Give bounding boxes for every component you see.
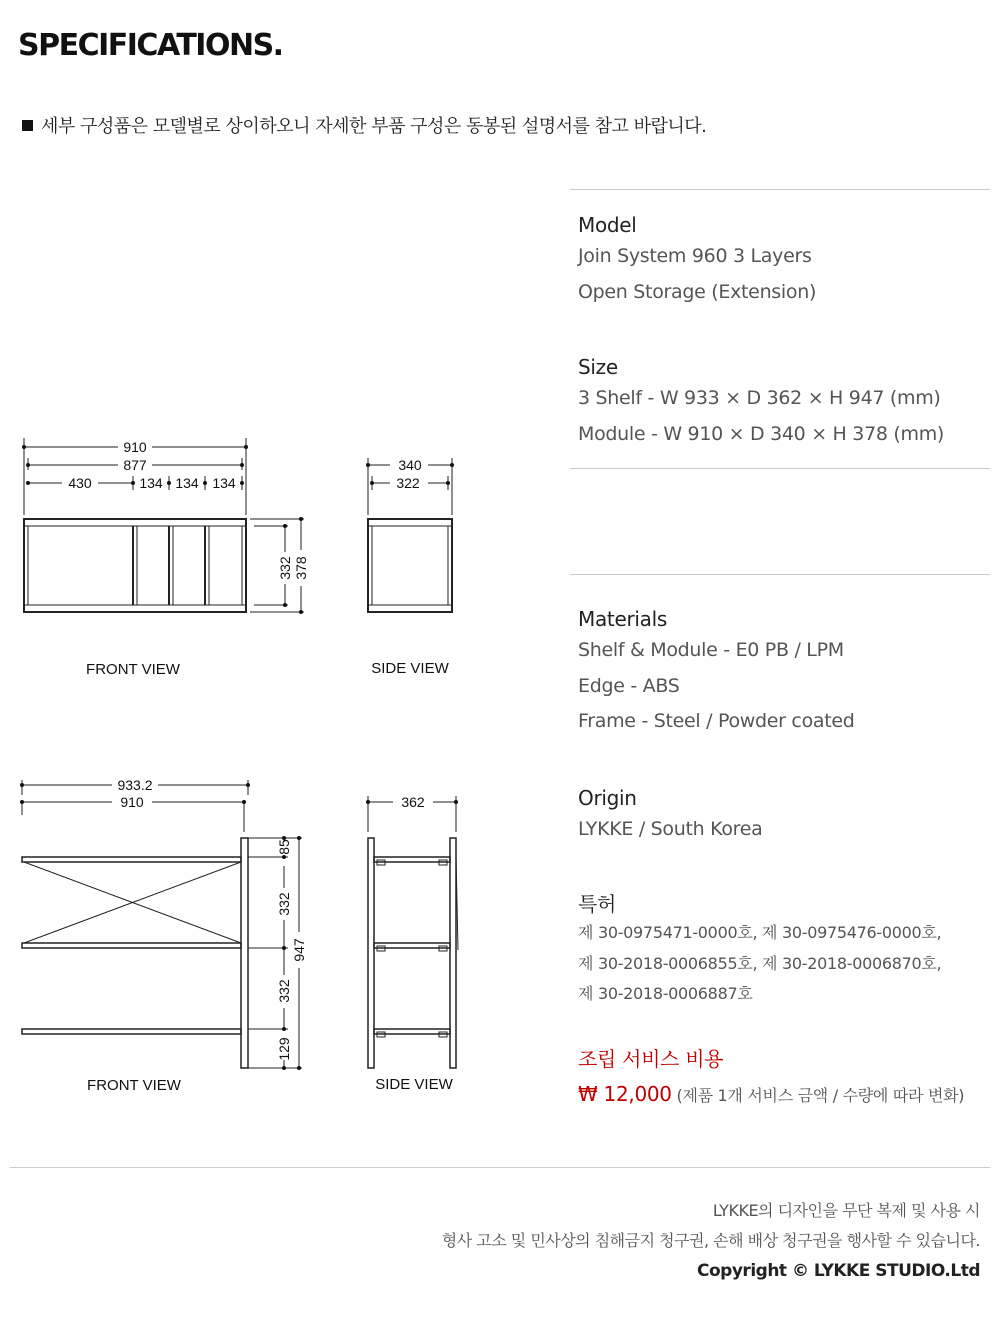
notice xyxy=(22,112,706,138)
footer-line: 형사 고소 및 민사상의 침해금지 청구권, 손해 배상 청구권을 행사할 수 있습니다. xyxy=(441,1231,980,1250)
spec-heading: 특허 xyxy=(578,892,617,916)
spec-heading: Size xyxy=(578,355,618,379)
spec-line: Edge - ABS xyxy=(578,674,680,697)
footer-line: LYKKE의 디자인을 무단 복제 및 사용 시 xyxy=(712,1201,980,1220)
shelf-side-caption: SIDE VIEW xyxy=(375,1076,453,1093)
dim-label: 134 xyxy=(139,475,163,491)
dim-label: 129 xyxy=(276,1037,292,1061)
spec-line: Shelf & Module - E0 PB / LPM xyxy=(578,639,844,661)
spec-line: Open Storage (Extension) xyxy=(578,280,817,303)
spec-heading: Origin xyxy=(578,786,637,810)
module-front-caption: FRONT VIEW xyxy=(86,661,180,678)
dim-label: 910 xyxy=(123,439,147,455)
square-bullet-icon xyxy=(22,120,33,131)
dim-label: 362 xyxy=(401,794,425,810)
spec-line: Join System 960 3 Layers xyxy=(578,245,812,267)
spec-size xyxy=(578,353,988,452)
assembly-price xyxy=(578,1079,988,1111)
module-side-caption: SIDE VIEW xyxy=(371,660,449,677)
spec-line: 3 Shelf - W 933 × D 362 × H 947 (mm) xyxy=(578,387,941,409)
dim-label: 877 xyxy=(123,457,147,473)
dim-label: 947 xyxy=(291,938,307,962)
spec-line: LYKKE / South Korea xyxy=(578,818,763,840)
dim-label: 340 xyxy=(398,457,422,473)
dim-label: 332 xyxy=(276,892,292,916)
patent-line: 제 30-2018-0006855호, 제 30-2018-0006870호, xyxy=(578,953,942,973)
divider xyxy=(570,468,990,469)
dim-label: 933.2 xyxy=(117,777,153,793)
product-diagram xyxy=(0,420,560,1120)
dim-label: 430 xyxy=(68,475,92,491)
spec-line: Module - W 910 × D 340 × H 378 (mm) xyxy=(578,422,945,445)
dim-label: 910 xyxy=(120,794,144,810)
spec-heading: Materials xyxy=(578,607,667,631)
spec-materials xyxy=(578,605,988,740)
patent-line: 제 30-2018-0006887호 xyxy=(578,984,753,1003)
shelf-side-drawing xyxy=(368,796,458,1068)
footer-divider xyxy=(10,1167,990,1168)
price-amount: ₩ 12,000 xyxy=(578,1082,672,1106)
patent-line: 제 30-0975471-0000호, 제 30-0975476-0000호, xyxy=(578,923,942,942)
spec-origin xyxy=(578,784,988,848)
dim-label: 322 xyxy=(396,475,420,491)
dim-label: 134 xyxy=(175,475,199,491)
footer xyxy=(442,1196,980,1286)
dimension-dots xyxy=(20,445,458,1070)
page-title: SPECIFICATIONS. xyxy=(18,28,283,63)
shelf-front-drawing xyxy=(22,780,302,1068)
dim-label: 332 xyxy=(276,979,292,1003)
shelf-front-caption: FRONT VIEW xyxy=(87,1077,181,1094)
divider xyxy=(570,574,990,575)
spec-model xyxy=(578,211,988,310)
price-note: (제품 1개 서비스 금액 / 수량에 따라 변화) xyxy=(676,1086,965,1105)
copyright: Copyright © LYKKE STUDIO.Ltd xyxy=(697,1261,980,1281)
spec-patent xyxy=(578,890,988,1010)
dim-label: 332 xyxy=(277,556,293,580)
divider xyxy=(570,189,990,190)
assembly-heading: 조립 서비스 비용 xyxy=(578,1047,724,1071)
dim-label: 134 xyxy=(212,475,236,491)
spec-heading: Model xyxy=(578,213,637,237)
module-front-drawing xyxy=(24,438,304,612)
spec-assembly xyxy=(578,1045,988,1111)
spec-line: Frame - Steel / Powder coated xyxy=(578,710,855,732)
notice-text: 세부 구성품은 모델별로 상이하오니 자세한 부품 구성은 동봉된 설명서를 참고 바랍니다. xyxy=(41,116,707,137)
dim-label: 378 xyxy=(293,556,309,580)
dim-label: 85 xyxy=(276,839,292,855)
